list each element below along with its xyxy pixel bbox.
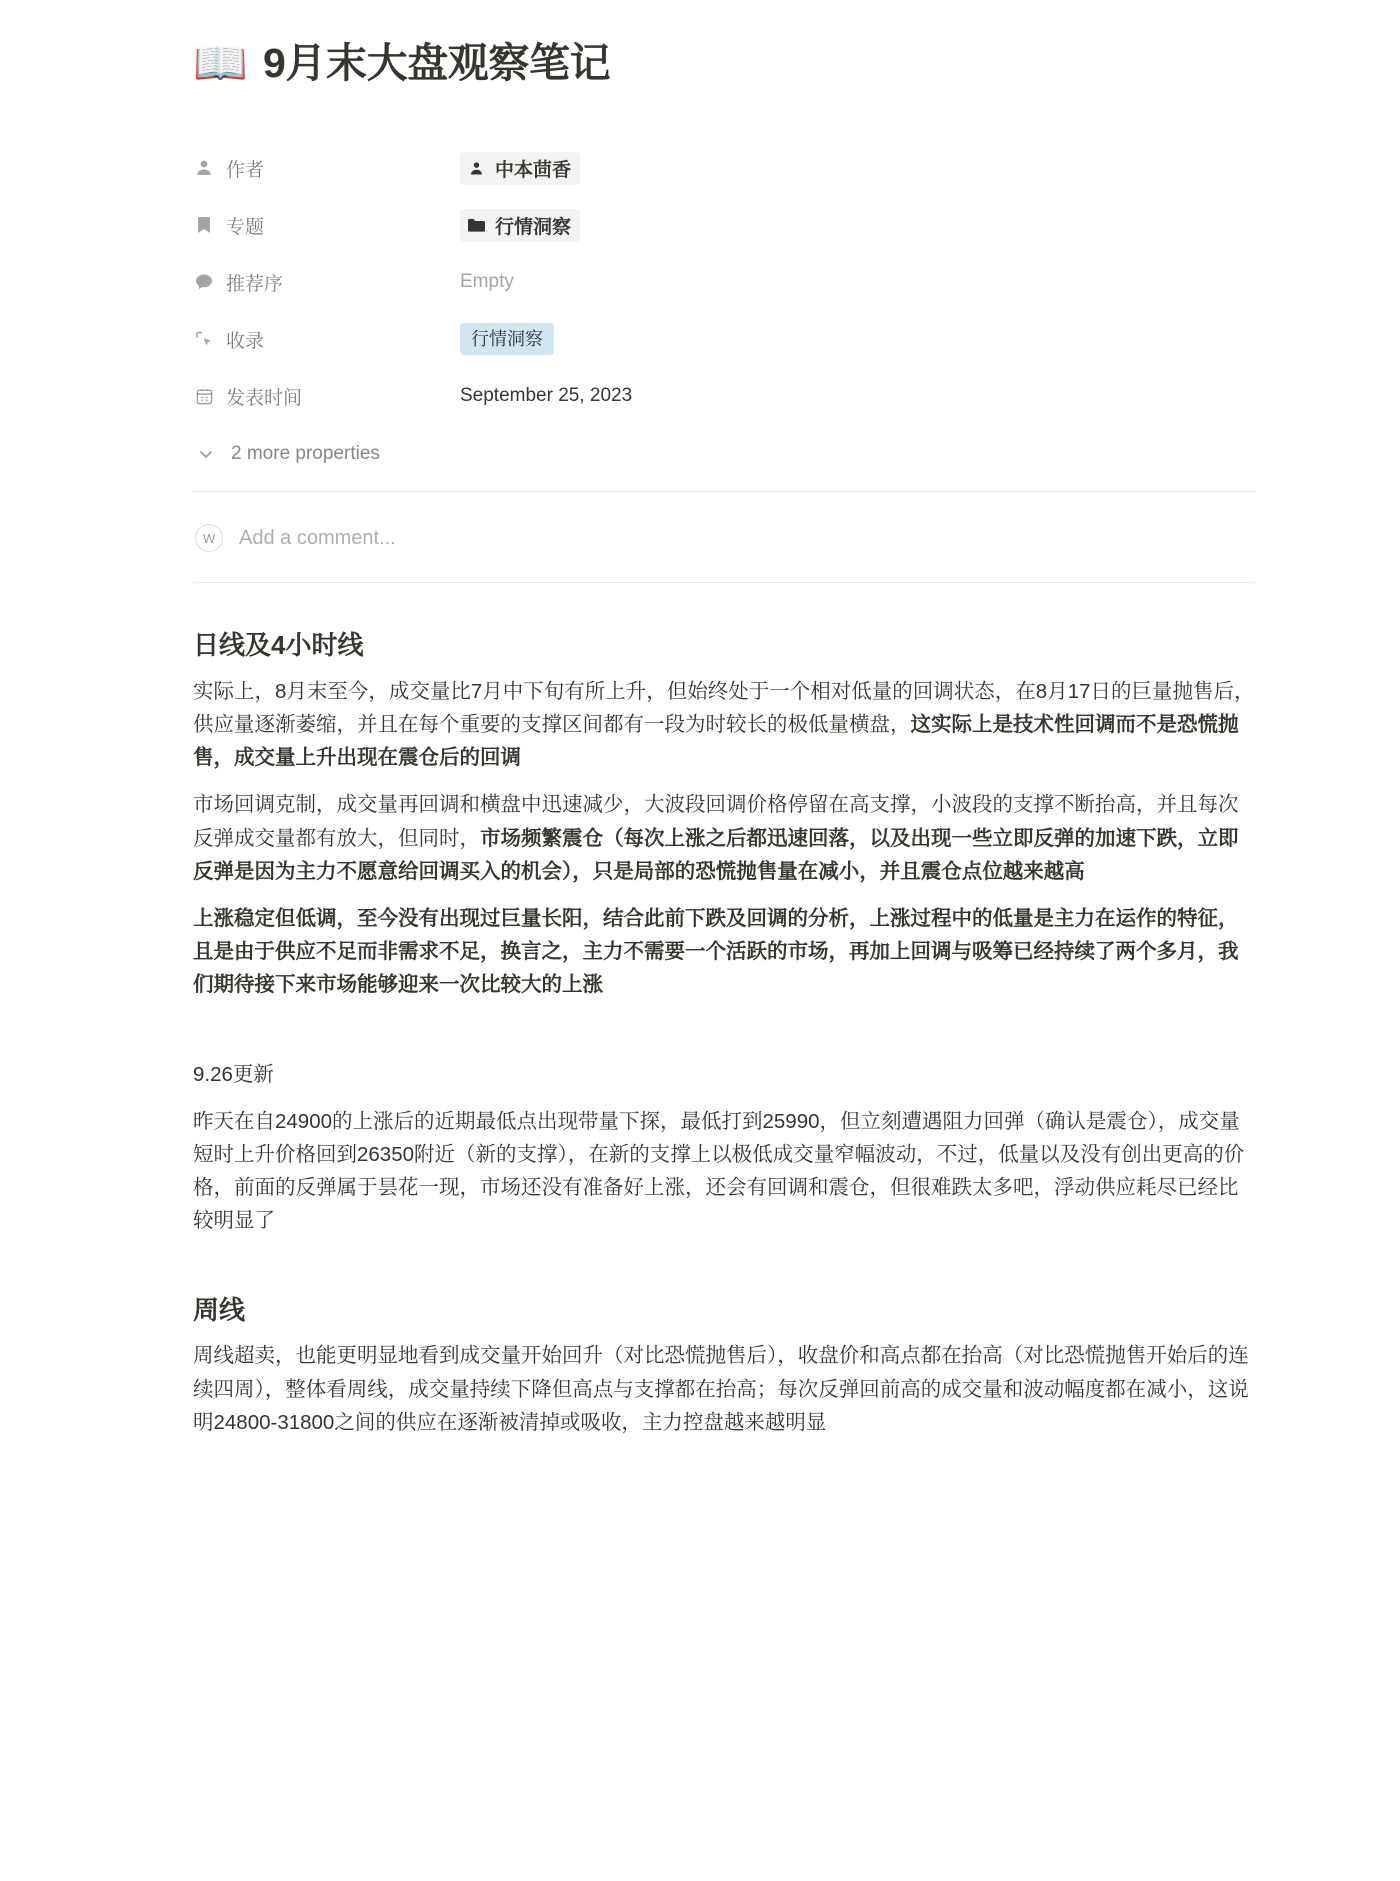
property-label-text: 推荐序: [226, 273, 284, 295]
bookmark-icon: [193, 214, 215, 236]
property-row-collection[interactable]: [193, 319, 1255, 359]
document-body: [193, 583, 1255, 1439]
person-avatar-icon: [466, 158, 486, 178]
property-label-preface: [193, 269, 460, 296]
page-title-row: [193, 0, 1255, 114]
property-row-preface[interactable]: [193, 262, 1255, 302]
property-row-author[interactable]: [193, 148, 1255, 188]
property-value-publish-date[interactable]: September 25, 2023: [460, 385, 633, 407]
property-label-text: 作者: [226, 159, 265, 181]
property-label-topic: [193, 212, 460, 239]
more-properties-toggle[interactable]: [193, 433, 1255, 471]
body-spacer-1: [193, 1016, 1255, 1058]
person-chip[interactable]: [460, 152, 580, 185]
chevron-down-icon: [195, 443, 217, 465]
open-book-icon[interactable]: 📖: [193, 39, 248, 89]
status-badge[interactable]: 行情洞察: [460, 323, 554, 355]
update-heading: 9.26更新: [193, 1062, 274, 1086]
paragraph-2: [193, 788, 1255, 888]
paragraph-2-text: 市场回调克制，成交量再回调和横盘中迅速减少，大波段回调价格停留在高支撑，小波段的支撑不断抬高，并且每次反弹成交量都有放大，但同时，: [193, 793, 1239, 850]
property-row-topic[interactable]: [193, 205, 1255, 245]
person-name: 中本茴香: [495, 159, 572, 181]
comment-input[interactable]: Add a comment...: [239, 526, 396, 549]
property-value-topic[interactable]: [460, 209, 580, 242]
heading-weekly: 周线: [193, 1294, 246, 1325]
property-value-collection[interactable]: [460, 323, 554, 355]
paragraph-1-bold: 这实际上是技术性回调而不是恐慌抛售，成交量上升出现在震仓后的回调: [193, 713, 1239, 770]
more-properties-label: 2 more properties: [231, 443, 380, 465]
weekly-paragraph: 周线超卖，也能更明显地看到成交量开始回升（对比恐慌抛售后），收盘价和高点都在抬高（对比恐慌抛售开始后的连续四周），整体看周线，成交量持续下降但高点与支撑都在抬高；每次反弹回前高的成交量和波动幅度都在减小，这说明24800-31800之间的供应在逐渐被清掉或吸收，主力控盘越来越明显: [193, 1344, 1249, 1434]
person-icon: [193, 157, 215, 179]
heading-daily-4h: 日线及4小时线: [193, 630, 364, 661]
page-title[interactable]: 9月末大盘观察笔记: [263, 40, 611, 87]
property-label-text: 专题: [226, 216, 265, 238]
folder-icon: [466, 215, 486, 235]
paragraph-1: [193, 675, 1255, 775]
property-label-publish-date: [193, 383, 460, 410]
property-label-text: 收录: [226, 330, 265, 352]
folder-name: 行情洞察: [495, 216, 572, 238]
add-comment-row[interactable]: [193, 492, 1255, 582]
page-properties: [193, 148, 1255, 471]
property-label-author: [193, 155, 460, 182]
property-label-text: 发表时间: [226, 387, 303, 409]
folder-chip[interactable]: [460, 209, 580, 242]
property-label-collection: [193, 326, 460, 353]
update-paragraph: 昨天在自24900的上涨后的近期最低点出现带量下探，最低打到25990，但立刻遭遇阻力回弹（确认是震仓），成交量短时上升价格回到26350附近（新的支撑），在新的支撑上以极低成交量窄幅波动，不过，低量以及没有创出更高的价格，前面的反弹属于昙花一现，市场还没有准备好上涨，还会有回调和震仓，但很难跌太多吧，浮动供应耗尽已经比较明显了: [193, 1109, 1245, 1233]
paragraph-3: 上涨稳定但低调，至今没有出现过巨量长阳，结合此前下跌及回调的分析，上涨过程中的低量是主力在运作的特征，且是由于供应不足而非需求不足，换言之，主力不需要一个活跃的市场，再加上回调与吸筹已经持续了两个多月，我们期待接下来市场能够迎来一次比较大的上涨: [193, 907, 1239, 997]
paragraph-2-bold: 市场频繁震仓（每次上涨之后都迅速回落，以及出现一些立即反弹的加速下跌，立即反弹是因为主力不愿意给回调买入的机会）: [193, 826, 1239, 883]
page-content: [145, 0, 1255, 1439]
avatar: W: [195, 524, 223, 552]
paragraph-1-text: 实际上，8月末至今，成交量比7月中下旬有所上升，但始终处于一个相对低量的回调状态，在8月17日的巨量抛售后，供应量逐渐萎缩，并且在每个重要的支撑区间都有一段为时较长的极低量横盘，: [193, 679, 1255, 737]
property-row-publish-date[interactable]: [193, 376, 1255, 416]
property-value-author[interactable]: [460, 152, 580, 185]
comment-icon: [193, 271, 215, 293]
calendar-icon: [193, 385, 215, 407]
select-icon: [193, 328, 215, 350]
body-spacer-2: [193, 1252, 1255, 1294]
property-value-preface[interactable]: Empty: [460, 271, 514, 293]
paragraph-2-bold-tail: ，只是局部的恐慌抛售量在减小，并且震仓点位越来越高: [572, 859, 1085, 883]
